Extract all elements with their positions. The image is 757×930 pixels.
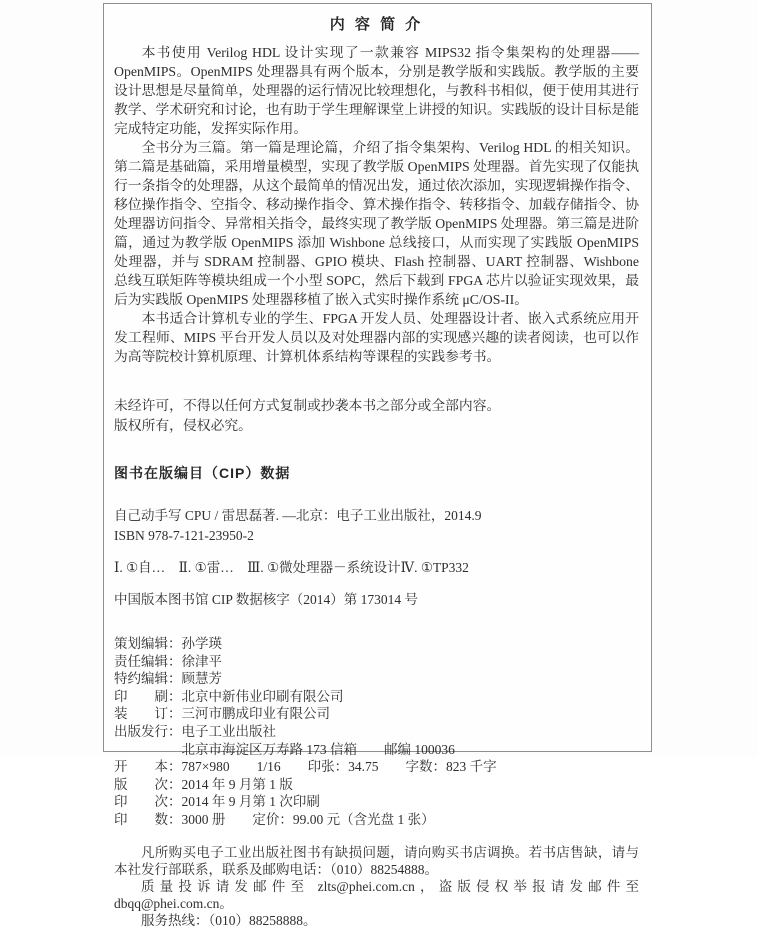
pub-row-publisher-address [114,741,639,759]
cip-heading: 图书在版编目（CIP）数据 [114,465,291,481]
intro-paragraph-3: 本书适合计算机专业的学生、FPGA 开发人员、处理器设计者、嵌入式系统应用开发工程师、MIPS 平台开发人员以及对处理器内部的实现感兴趣的读者阅读，也可以作为高等院校计算机原理、计算机体系结构等课程的实践参考书。 [114,311,639,364]
page-border-frame [103,3,652,929]
pub-row-responsible-editor [114,653,639,671]
pub-row-printer [114,688,639,706]
pub-value: 电子工业出版社 [181,723,276,739]
pub-value: 三河市鹏成印业有限公司 [181,706,330,722]
copyright-notice-line-1: 未经许可，不得以任何方式复制或抄袭本书之部分或全部内容。 [114,398,501,413]
pub-value: 北京中新伟业印刷有限公司 [181,688,344,704]
isbn-line: ISBN 978-7-121-23950-2 [114,528,254,543]
cip-record-line: 自己动手写 CPU / 雷思磊著. —北京：电子工业出版社，2014.9 [114,508,482,523]
pub-label: 版 次： [114,776,182,792]
pub-row-binder [114,705,639,723]
pub-row-planning-editor [114,635,639,653]
copyright-notice-line-2: 版权所有，侵权必究。 [114,418,252,433]
pub-row-publisher [114,723,639,741]
cip-registration-line: 中国版本图书馆 CIP 数据核字（2014）第 173014 号 [114,592,419,607]
footer-notes [114,844,639,930]
pub-label: 特约编辑： [114,671,182,687]
pub-label: 装 订： [114,706,182,722]
copyright-notice [114,396,639,436]
pub-label: 印 刷： [114,688,182,704]
pub-label: 印 数： [114,811,182,827]
intro-paragraph-2: 全书分为三篇。第一篇是理论篇，介绍了指令集架构、Verilog HDL 的相关知识。第二篇是基础篇，采用增量模型，实现了教学版 OpenMIPS 处理器。首先实现了仅能执行一条指令的处理器，从这个最简单的情况出发，通过依次添加，实现逻辑操作指令、移位操作指令、空指令、移动操作指令、算术操作指令、转移指令、加载存储指令、协处理器访问指令、异常相关指令，最终实现了教学版 OpenMIPS 处理器。第三篇是进阶篇，通过为教学版 OpenMIPS 添加 Wishbone 总线接口，从而实现了实践版 OpenMIPS 处理器，并与 SDRAM 控制器、GPIO 模块、Flash 控制器、UART 控制器、Wishbone 总线互联矩阵等模块组成一个小型 SOPC，然后下载到 FPGA 芯片以验证实现效果，最后为实践版 OpenMIPS 处理器移植了嵌入式实时操作系统 μC/OS-II。 [114,140,639,307]
pub-value: 2014 年 9 月第 1 次印刷 [181,794,320,810]
pub-label: 印 次： [114,794,182,810]
intro-paragraph-1: 本书使用 Verilog HDL 设计实现了一款兼容 MIPS32 指令集架构的处理器——OpenMIPS。OpenMIPS 处理器具有两个版本，分别是教学版和实践版。教学版的主要设计思想是尽量简单，处理器的运行情况比较理想化，与教科书相似，便于使用其进行教学、学术研究和讨论，也有助于学生理解课堂上讲授的知识。实践版的设计目标是能完成特定功能，发挥实际作用。 [114,45,639,136]
pub-value: 2014 年 9 月第 1 版 [181,776,293,792]
complaint-note: 质量投诉请发邮件至 zlts@phei.com.cn，盗版侵权举报请发邮件至 dbqq@phei.com.cn。 [114,878,639,912]
pub-value: 787×980 1/16 印张：34.75 字数：823 千字 [181,759,497,775]
pub-row-print-run-price [114,811,639,829]
pub-label: 策划编辑： [114,636,182,651]
content-summary-title: 内 容 简 介 [329,16,424,33]
pub-label: 责任编辑： [114,653,182,669]
pub-value: 北京市海淀区万寿路 173 信箱 邮编 100036 [181,741,455,757]
pub-value: 孙学瑛 [181,636,222,651]
pub-label [114,742,182,757]
pub-row-printing [114,793,639,811]
pub-label: 开 本： [114,759,182,775]
service-hotline-note: 服务热线：（010）88258888。 [141,913,317,929]
pub-row-edition [114,776,639,794]
pub-label: 出版发行： [114,723,182,739]
pub-row-format [114,758,639,776]
publication-info-block [114,635,639,829]
pub-row-special-editor [114,670,639,688]
pub-value: 3000 册 定价：99.00 元（含光盘 1 张） [181,811,435,827]
pub-value: 徐津平 [181,653,222,669]
pub-value: 顾慧芳 [181,671,222,687]
classification-line: Ⅰ. ①自… Ⅱ. ①雷… Ⅲ. ①微处理器－系统设计Ⅳ. ①TP332 [114,560,469,575]
purchase-note: 凡所购买电子工业出版社图书有缺损问题，请向购买书店调换。若书店售缺，请与本社发行部联系，联系及邮购电话：（010）88254888。 [114,844,639,877]
